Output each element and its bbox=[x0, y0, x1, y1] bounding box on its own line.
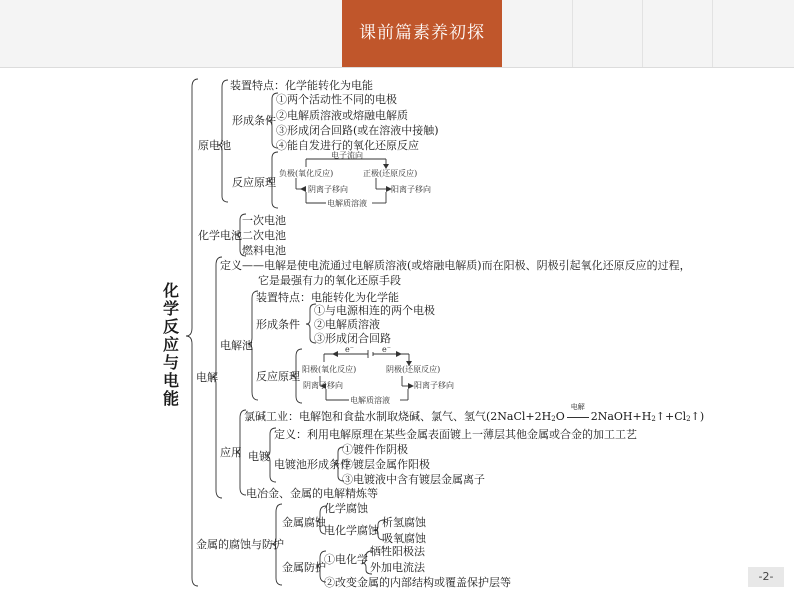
sacrificial-anode-method: 牺牲阳极法 bbox=[370, 545, 425, 558]
plating-condition-1: ①镀件作阴极 bbox=[342, 443, 408, 456]
page-number: -2- bbox=[748, 567, 784, 587]
root-topic-text: 化学反应与电能 bbox=[162, 281, 179, 408]
chem-cell-fuel: 燃料电池 bbox=[242, 244, 286, 257]
electrolysis-label: 电解 bbox=[196, 371, 218, 384]
chlor-alkali-text: O bbox=[555, 410, 565, 423]
chlor-alkali-text: ↑+Cl bbox=[655, 410, 687, 423]
reaction-condition: 电解 bbox=[570, 403, 585, 411]
galvanic-cell-label: 原电池 bbox=[198, 139, 231, 152]
section-title-tab[interactable]: 课前篇素养初探 bbox=[342, 0, 502, 67]
galvanic-condition-2: ②电解质溶液或熔融电解质 bbox=[276, 109, 408, 122]
chlor-alkali-industry bbox=[244, 403, 705, 426]
chlor-alkali-text: ↑) bbox=[690, 410, 705, 423]
root-topic bbox=[160, 282, 182, 408]
electrolysis-electron-right: e⁻ bbox=[382, 345, 391, 354]
chem-cells-label: 化学电池 bbox=[198, 229, 242, 242]
metal-protection-label: 金属防护 bbox=[282, 561, 326, 574]
galvanic-condition-3: ③形成闭合回路(或在溶液中接触) bbox=[276, 124, 439, 137]
electrolysis-anion-move: 阴离子移向 bbox=[303, 381, 343, 390]
chlor-alkali-text: 2NaOH+H bbox=[590, 410, 652, 423]
electrolysis-anode: 阳极(氧化反应) bbox=[302, 365, 357, 374]
corrosion-protection-label: 金属的腐蚀与防护 bbox=[196, 538, 284, 551]
electrolysis-cation-move: 阳离子移向 bbox=[414, 381, 454, 390]
electrometallurgy: 电冶金、金属的电解精炼等 bbox=[246, 487, 378, 500]
electrolysis-principle-label: 反应原理 bbox=[256, 370, 300, 383]
galvanic-condition-1: ①两个活动性不同的电极 bbox=[276, 93, 397, 106]
galvanic-device-feature: 装置特点：化学能转化为电能 bbox=[230, 79, 373, 92]
reaction-arrow bbox=[565, 403, 591, 423]
galvanic-formation-label: 形成条件 bbox=[232, 114, 276, 127]
electrolysis-condition-2: ②电解质溶液 bbox=[314, 318, 380, 331]
plating-definition: 定义：利用电解原理在某些金属表面镀上一薄层其他金属或合金的加工工艺 bbox=[274, 428, 637, 441]
chlor-alkali-text: 氯碱工业：电解饱和食盐水制取烧碱、氯气、氢气(2NaCl+2H bbox=[244, 410, 552, 423]
galvanic-negative-electrode: 负极(氧化反应) bbox=[279, 169, 334, 178]
electrolysis-condition-3: ③形成闭合回路 bbox=[314, 332, 391, 345]
electrolysis-electron-left: e⁻ bbox=[345, 345, 354, 354]
impressed-current-method: 外加电流法 bbox=[370, 561, 425, 574]
electrolytic-cell-label: 电解池 bbox=[220, 339, 253, 352]
galvanic-condition-4: ④能自发进行的氧化还原反应 bbox=[276, 139, 419, 152]
electrolysis-condition-1: ①与电源相连的两个电极 bbox=[314, 304, 435, 317]
structure-change-protection: ②改变金属的内部结构或覆盖保护层等 bbox=[324, 576, 511, 589]
hydrogen-evolution-corrosion: 析氢腐蚀 bbox=[382, 516, 426, 529]
metal-corrosion-label: 金属腐蚀 bbox=[282, 516, 326, 529]
galvanic-cation-move: 阳离子移向 bbox=[391, 185, 431, 194]
plating-condition-3: ③电镀液中含有镀层金属离子 bbox=[342, 473, 485, 486]
chem-cell-primary: 一次电池 bbox=[242, 214, 286, 227]
chem-cell-secondary: 二次电池 bbox=[242, 229, 286, 242]
galvanic-anion-move: 阴离子移向 bbox=[308, 185, 348, 194]
electrolysis-definition-line2: 它是最强有力的氧化还原手段 bbox=[258, 274, 401, 287]
electrolysis-formation-label: 形成条件 bbox=[256, 318, 300, 331]
reaction-line bbox=[567, 417, 589, 418]
electrolysis-definition-line1: 定义——电解是使电流通过电解质溶液(或熔融电解质)而在阳极、阴极引起氧化还原反应的过程， bbox=[220, 259, 691, 272]
galvanic-positive-electrode: 正极(还原反应) bbox=[363, 169, 418, 178]
application-label: 应用 bbox=[220, 446, 242, 459]
chlor-alkali-sub: 2 bbox=[651, 415, 656, 423]
plating-conditions-label: 电镀池形成条件 bbox=[274, 458, 351, 471]
chemical-corrosion: 化学腐蚀 bbox=[324, 502, 368, 515]
electrolysis-cathode: 阴极(还原反应) bbox=[386, 365, 441, 374]
chlor-alkali-sub: 2 bbox=[551, 415, 556, 423]
electrolysis-device-feature: 装置特点：电能转化为化学能 bbox=[256, 291, 399, 304]
electrochemical-protection: ①电化学 bbox=[324, 553, 368, 566]
galvanic-electrolyte: 电解质溶液 bbox=[327, 199, 367, 208]
electrochemical-corrosion: 电化学腐蚀 bbox=[324, 524, 379, 537]
plating-label: 电镀 bbox=[248, 450, 270, 463]
galvanic-principle-label: 反应原理 bbox=[232, 176, 276, 189]
plating-condition-2: ②镀层金属作阳极 bbox=[342, 458, 430, 471]
oxygen-absorption-corrosion: 吸氧腐蚀 bbox=[382, 532, 426, 545]
galvanic-electron-flow: 电子流向 bbox=[331, 151, 363, 160]
chlor-alkali-sub: 2 bbox=[686, 415, 691, 423]
electrolysis-electrolyte: 电解质溶液 bbox=[350, 396, 390, 405]
